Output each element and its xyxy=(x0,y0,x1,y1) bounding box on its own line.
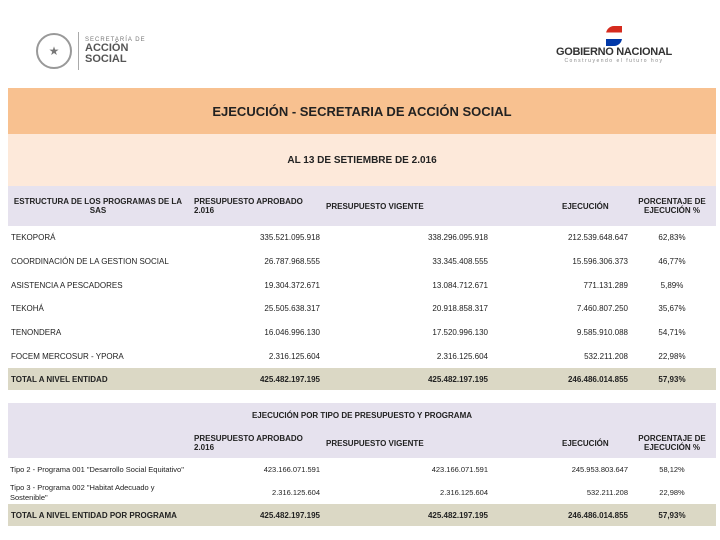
table-cell: 16.046.996.130 xyxy=(264,328,320,338)
table-cell: 35,67% xyxy=(658,304,686,314)
total-cell: 246.486.014.855 xyxy=(567,510,628,520)
table-cell: 54,71% xyxy=(658,328,686,338)
table-cell: 5,89% xyxy=(660,280,684,290)
column-header: PRESUPUESTO APROBADO 2.016 xyxy=(194,197,303,215)
table-row xyxy=(8,458,716,481)
table-cell: 2.316.125.604 xyxy=(436,351,488,361)
table-cell: 33.345.408.555 xyxy=(432,257,488,267)
table-cell: 2.316.125.604 xyxy=(440,488,488,498)
table-cell: TEKOHÁ xyxy=(11,304,44,314)
flag-icon xyxy=(606,26,622,46)
column-header: ESTRUCTURA DE LOS PROGRAMAS DE LA SAS xyxy=(13,197,183,215)
table-cell: 532.211.208 xyxy=(584,351,628,361)
table-cell: ASISTENCIA A PESCADORES xyxy=(11,280,123,290)
table2-header xyxy=(8,403,716,458)
table-row xyxy=(8,226,716,250)
total-cell: 425.482.197.195 xyxy=(427,374,488,384)
column-header: PORCENTAJE DE EJECUCIÓN % xyxy=(638,434,706,453)
report-date: AL 13 DE SETIEMBRE DE 2.016 xyxy=(8,134,716,186)
column-header: PORCENTAJE DE EJECUCIÓN % xyxy=(638,197,706,215)
table-row xyxy=(8,321,716,345)
total-cell: TOTAL A NIVEL ENTIDAD POR PROGRAMA xyxy=(11,510,177,520)
table-cell: 62,83% xyxy=(658,233,686,243)
total-cell: 57,93% xyxy=(658,510,686,520)
table1-header xyxy=(8,186,716,226)
total-cell: 57,93% xyxy=(658,374,686,384)
table-row xyxy=(8,297,716,321)
table-cell: Tipo 2 - Programa 001 "Desarrollo Social Equitativo" xyxy=(10,464,184,474)
table-cell: 7.460.807.250 xyxy=(576,304,628,314)
table1-total-row xyxy=(8,368,716,390)
report-title: EJECUCIÓN - SECRETARIA DE ACCIÓN SOCIAL xyxy=(8,88,716,134)
table-cell: 335.521.095.918 xyxy=(259,233,320,243)
table-cell: 212.539.648.647 xyxy=(567,233,628,243)
column-header: PRESUPUESTO VIGENTE xyxy=(326,438,424,448)
table-cell: 15.596.306.373 xyxy=(572,257,628,267)
logo-tagline: Construyendo el futuro hoy xyxy=(564,58,664,64)
table-cell: 22,98% xyxy=(658,351,686,361)
table-row xyxy=(8,250,716,274)
table-row xyxy=(8,273,716,297)
table2-total-row xyxy=(8,504,716,526)
table-cell: 17.520.996.130 xyxy=(432,328,488,338)
table-cell: 423.166.071.591 xyxy=(263,465,320,475)
table-cell: 13.084.712.671 xyxy=(432,280,488,290)
table-cell: 9.585.910.088 xyxy=(576,328,628,338)
table-row xyxy=(8,481,716,504)
table-cell: 423.166.071.591 xyxy=(431,465,488,475)
table2-title: EJECUCIÓN POR TIPO DE PRESUPUESTO Y PROGRAMA xyxy=(251,411,473,421)
table-cell: 532.211.208 xyxy=(586,488,628,498)
table-cell: 2.316.125.604 xyxy=(272,488,320,498)
table-cell: COORDINACIÓN DE LA GESTION SOCIAL xyxy=(11,257,169,267)
table-cell: 58,12% xyxy=(659,465,685,475)
logo-text: SECRETARÍA DE xyxy=(85,37,146,43)
table-cell: 20.918.858.317 xyxy=(432,304,488,314)
table-cell: 46,77% xyxy=(658,257,686,267)
logo-text: ACCIÓN xyxy=(85,42,129,54)
execution-report xyxy=(8,88,716,526)
national-seal-icon: ★ xyxy=(36,33,72,69)
gobierno-nacional-logo xyxy=(556,26,672,64)
logo-divider xyxy=(78,32,79,70)
table-cell: 25.505.638.317 xyxy=(264,304,320,314)
total-cell: 425.482.197.195 xyxy=(259,374,320,384)
table-cell: 245.953.803.647 xyxy=(571,465,628,475)
total-cell: 246.486.014.855 xyxy=(567,374,628,384)
sas-logo xyxy=(36,32,146,70)
table-cell: 338.296.095.918 xyxy=(427,233,488,243)
table-cell: 22,98% xyxy=(659,488,685,498)
column-header: PRESUPUESTO VIGENTE xyxy=(326,201,424,211)
table-cell: Tipo 3 - Programa 002 "Habitat Adecuado y Sostenible" xyxy=(10,482,155,502)
total-cell: 425.482.197.195 xyxy=(427,510,488,520)
logo-text: GOBIERNO xyxy=(556,46,614,58)
table-cell: 26.787.968.555 xyxy=(264,257,320,267)
total-cell: TOTAL A NIVEL ENTIDAD xyxy=(11,374,108,384)
table-cell: TENONDERA xyxy=(11,328,62,338)
table-cell: 19.304.372.671 xyxy=(264,280,320,290)
total-cell: 425.482.197.195 xyxy=(259,510,320,520)
column-header: EJECUCIÓN xyxy=(562,438,609,448)
table-cell: TEKOPORÁ xyxy=(11,233,56,243)
logo-text: SOCIAL xyxy=(85,53,127,65)
column-header: PRESUPUESTO APROBADO 2.016 xyxy=(194,434,303,453)
table-cell: 771.131.289 xyxy=(583,280,628,290)
table-cell: 2.316.125.604 xyxy=(268,351,320,361)
table-cell: FOCEM MERCOSUR - YPORA xyxy=(11,351,124,361)
column-header: EJECUCIÓN xyxy=(562,201,609,211)
logo-text: NACIONAL xyxy=(616,46,672,58)
table-row xyxy=(8,344,716,368)
